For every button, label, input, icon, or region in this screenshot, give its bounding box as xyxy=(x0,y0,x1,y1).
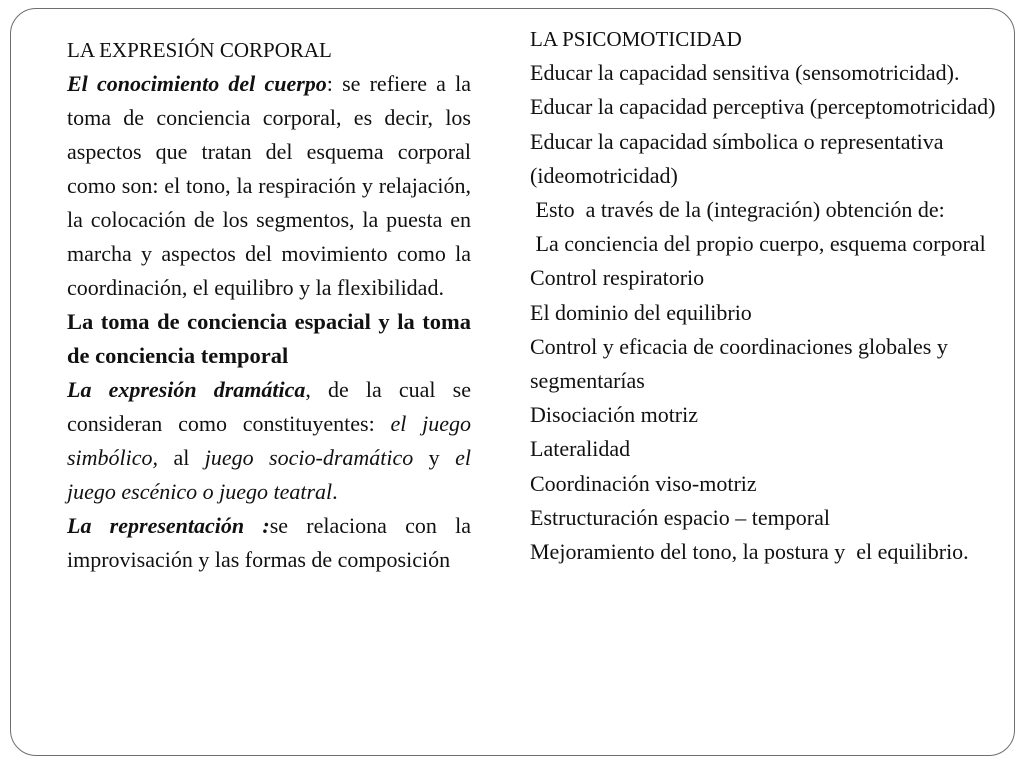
heading-expresion-corporal: LA EXPRESIÓN CORPORAL xyxy=(67,38,332,62)
paragraph-conocimiento-cuerpo xyxy=(67,67,471,305)
term-representacion: La representación : xyxy=(67,513,270,538)
list-item-simbolica: Educar la capacidad símbolica o representativa (ideomotricidad) xyxy=(530,128,944,188)
text-expresion-dramatica-4: . xyxy=(332,479,338,504)
paragraph-toma-conciencia: La toma de conciencia espacial y la toma de conciencia temporal xyxy=(67,309,471,368)
list-item-dominio-equilibrio: El dominio del equilibrio xyxy=(530,299,752,325)
text-expresion-dramatica-2: al xyxy=(158,445,205,470)
text-conocimiento-cuerpo: : se refiere a la toma de conciencia corporal, es decir, los aspectos que tratan del esquema corporal como son: el tono, la respiración y relajación, la colocación de los segmentos, la puesta en marcha y aspectos del movimiento como la coordinación, el equilibro y la flexibilidad. xyxy=(67,71,472,300)
left-column xyxy=(67,33,471,577)
list-item-conciencia-cuerpo: La conciencia del propio cuerpo, esquema corporal xyxy=(530,231,986,257)
list-item-espacio-temporal: Estructuración espacio – temporal xyxy=(530,504,830,530)
list-item-lateralidad: Lateralidad xyxy=(530,436,631,462)
text-expresion-dramatica-1: , de la cual se consideran como constituyentes: xyxy=(67,377,472,436)
list-item-perceptiva: Educar la capacidad perceptiva (perceptomotricidad) xyxy=(530,94,996,120)
heading-psicomoticidad: LA PSICOMOTICIDAD xyxy=(530,27,742,51)
italic-juego-escenico: el juego escénico o juego teatral xyxy=(67,445,471,504)
list-item-disociacion: Disociación motriz xyxy=(530,402,699,428)
term-expresion-dramatica: La expresión dramática xyxy=(67,377,306,402)
text-expresion-dramatica-3: y xyxy=(413,445,456,470)
right-column xyxy=(530,22,1000,569)
text-representacion: se relaciona con la improvisación y las formas de composición xyxy=(67,513,472,572)
paragraph-representacion xyxy=(67,509,471,577)
list-item-integracion: Esto a través de la (integración) obtención de: xyxy=(530,197,945,223)
list-item-sensitiva: Educar la capacidad sensitiva (sensomotricidad). xyxy=(530,60,960,86)
list-item-viso-motriz: Coordinación viso-motriz xyxy=(530,470,757,496)
list-item-tono-postura: Mejoramiento del tono, la postura y el equilibrio. xyxy=(530,539,969,565)
paragraph-expresion-dramatica xyxy=(67,373,471,509)
list-item-control-respiratorio: Control respiratorio xyxy=(530,265,705,291)
italic-juego-simbolico: el juego simbólico, xyxy=(67,411,471,470)
italic-juego-socio-dramatico: juego socio-dramático xyxy=(204,445,414,470)
term-conocimiento-cuerpo: El conocimiento del cuerpo xyxy=(67,71,327,96)
list-item-coordinaciones: Control y eficacia de coordinaciones globales y segmentarías xyxy=(530,333,948,394)
